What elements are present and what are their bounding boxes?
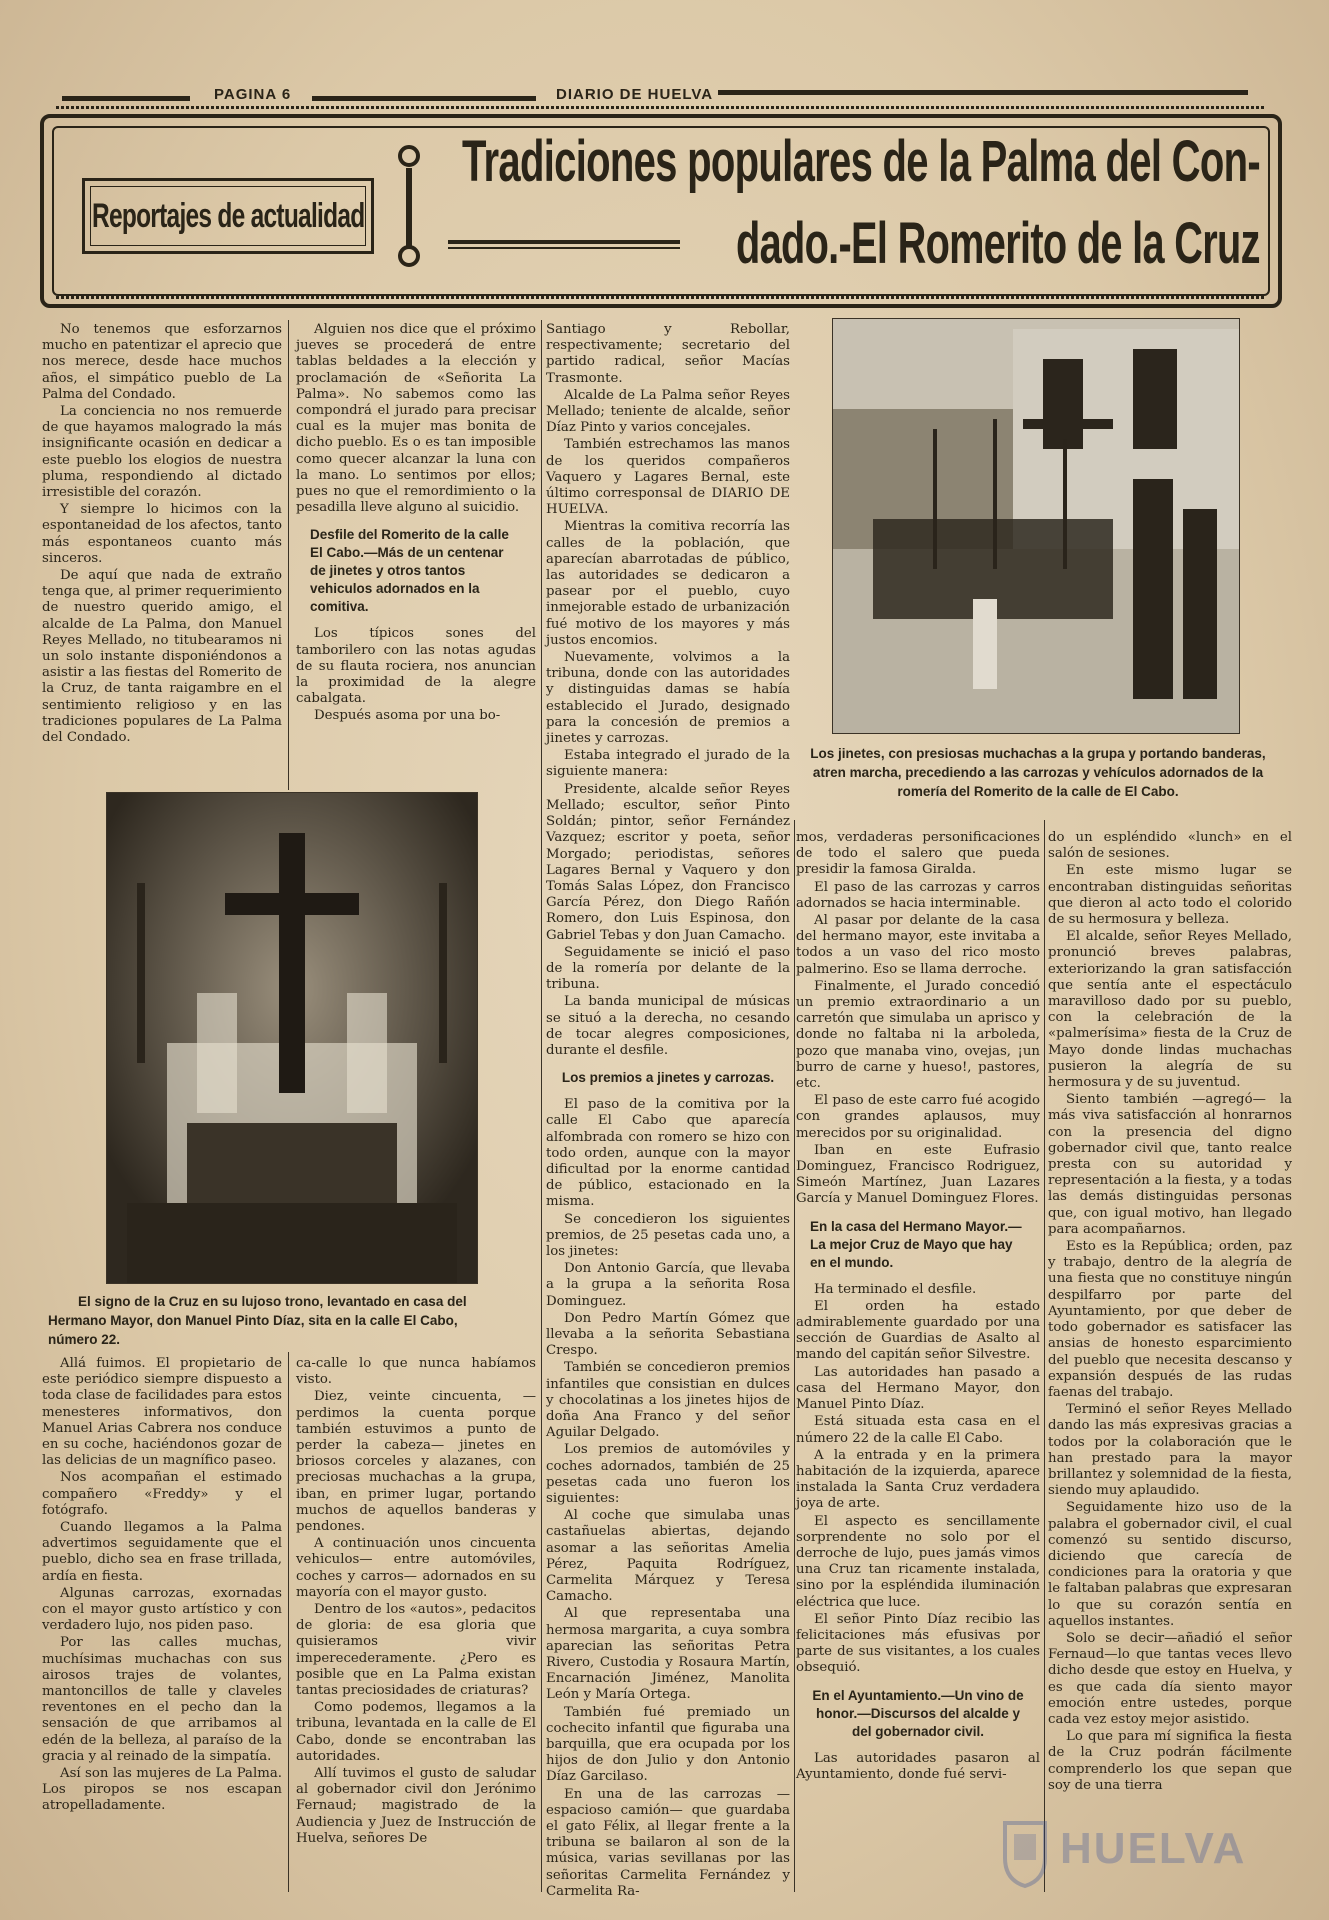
paragraph: A la entrada y en la primera habitación de la izquierda, aparece instalada la Santa Cruz verdadera joya de arte. [796,1447,1040,1512]
dashed-border-top [56,106,1266,109]
paragraph: Siento también —agregó— la más viva satisfacción al honrarnos con la presencia del digno gobernador civil que, tanto realce presta con su autoridad y representación a la fiesta, y a todas las demás distinguidas personas que, con igual motivo, han llegado para acompañarnos. [1048,1092,1292,1237]
paragraph: Cuando llegamos a la Palma advertimos seguidamente que el pueblo, dicho sea en frase trillada, ardía en fiesta. [42,1520,282,1584]
paragraph: mos, verdaderas personificaciones de todo el salero que pueda presidir la famosa Giralda. [796,830,1040,878]
paragraph: Finalmente, el Jurado concedió un premio extraordinario a un carretón que simulaba un aprisco y donde no faltaba ni la arboleda, pozo que manaba vino, ovejas, ¡un burro de carne y hueso!, pastores, etc. [796,978,1040,1092]
paragraph: El paso de las carrozas y carros adornados se hacia interminable. [796,879,1040,911]
watermark-text: HUELVA [1060,1824,1247,1873]
photo-cross-altar-caption: El signo de la Cruz en su lujoso trono, levantado en casa del Hermano Mayor, don Manuel Pinto Díaz, sita en la calle El Cabo, número 22. [48,1294,467,1347]
paragraph: Algunas carrozas, exornadas con el mayor gusto artístico y con verdadero lujo, nos piden paso. [42,1585,282,1634]
paragraph: Diez, veinte cincuenta, —perdimos la cuenta porque también estuvimos a punto de perder la cabeza— jinetes en briosos corceles y alazanes, con preciosas muchachas a la grupa, iban, en primer lugar, portando muchos de aquellos banderas y pendones. [296,1389,536,1535]
headline-line-1: Tradiciones populares de la Palma del Con- [462,129,1260,194]
paragraph: Presidente, alcalde señor Reyes Mellado; escultor, señor Pinto Soldán; pintor, señor Fernández Vazquez; escritor y poeta, señor Morgado; periodistas, señores Lagares Bernal y Vaquero y don Tomás Salas López, don Francisco García Pérez, don Diego Rañón Romero, don Luis Espinosa, don Gabriel Tebas y don Juan Camacho. [546,781,790,943]
paragraph: Los premios de automóviles y coches adornados, también de 25 pesetas cada uno fueron los siguientes: [546,1442,790,1507]
paragraph: La banda municipal de músicas se situó a la derecha, no cesando de tocar alegres composiciones, durante el desfile. [546,994,790,1058]
paragraph: Allá fuimos. El propietario de este periódico siempre dispuesto a toda clase de facilidades para estos menesteres informativos, don Manuel Arias Cabrera nos conduce en su coche, haciéndonos gozar de las delicias de un magnífico paseo. [42,1356,282,1469]
paragraph: Como podemos, llegamos a la tribuna, levantada en la calle de El Cabo, donde se encontraban las autoridades. [296,1700,536,1764]
paragraph: Allí tuvimos el gusto de saludar al gobernador civil don Jerónimo Fernaud; magistrado de la Audiencia y Juez de Instrucción de Huelva, señores De [296,1766,536,1846]
headline-rule [448,240,680,244]
subheading: Desfile del Romerito de la calle El Cabo.—Más de un centenar de jinetes y otros tantos vehiculos adornados en la comitiva. [310,527,509,615]
paragraph: A continuación unos cincuenta vehiculos— entre automóviles, coches y carros— adornados en su mayoría con el mayor gusto. [296,1536,536,1600]
paragraph: Los típicos sones del tamborilero con las notas agudas de su flauta rociera, nos anuncian la proximidad de la alegre cabalgata. [296,626,536,707]
paragraph: La conciencia no nos remuerde de que hayamos malogrado la más insignificante ocasión en dedicar a este pueblo los elogios de nuestra pluma, respondiendo al dictado irresistible del corazón. [42,404,282,501]
paragraph: Iban en este Eufrasio Dominguez, Francisco Rodriguez, Simeón Martínez, Juan Lazares García y Manuel Dominguez Flores. [796,1142,1040,1207]
article-column-2-bottom [296,1356,536,1888]
paragraph: Al pasar por delante de la casa del hermano mayor, este invitaba a todos a un vaso del rico mosto palmerino. Eso se llama derroche. [796,913,1040,977]
headline-line-2: dado.-El Romerito de la Cruz [736,211,1260,276]
paragraph: Nos acompañan el estimado compañero «Freddy» y el fotógrafo. [42,1470,282,1518]
subheading: Los premios a jinetes y carrozas. [561,1070,775,1086]
section-label-box [82,178,374,254]
paragraph: Dentro de los «autos», pedacitos de gloria: de esa gloria que quisieramos vivir imperecederamente. ¿Pero es posible que en La Palma existan tantas preciosidades de criaturas? [296,1602,536,1699]
paragraph: Está situada esta casa en el número 22 de la calle El Cabo. [796,1414,1040,1446]
photo-riders-caption: Los jinetes, con presiosas muchachas a la grupa y portando banderas, atren marcha, precediendo a las carrozas y vehículos adornados de la romería del Romerito de la calle de El Cabo. [810,746,1266,799]
article-column-3 [546,322,790,1899]
paragraph: De aquí que nada de extraño tenga que, al primer requerimiento de nuestro querido amigo, el alcalde de La Palma, don Manuel Reyes Mellado, no titubearamos ni un solo instante disponiéndonos a asistir a las fiestas del Romerito de la Cruz, de tanta raigambre en el sentimiento religioso y en las tradiciones populares de La Palma del Condado. [42,568,282,746]
paragraph: Y siempre lo hicimos con la espontaneidad de los afectos, tanto más espontaneos cuanto más sinceros. [42,502,282,566]
ornament-icon [394,144,424,270]
photo-cross-altar [106,792,478,1284]
column-rule [541,320,542,1892]
paragraph: Después asoma por una bo- [314,708,501,724]
paragraph: Al coche que simulaba unas castañuelas abiertas, dejando asomar a las señoritas Amelia Pérez, Paquita Rodríguez, Carmelita Márquez y Teresa Camacho. [546,1508,790,1605]
article-column-1-top [42,322,282,780]
paragraph: El alcalde, señor Reyes Mellado, pronunció breves palabras, exteriorizando la gran satisfacción que sentía ante el espectáculo maravilloso dado por su pueblo, con la celebración de la «palmerísima» fiesta de la Cruz de Mayo donde lindas muchachas pusieron la alegría de su hermosura y de su juventud. [1048,929,1292,1091]
paragraph: ca-calle lo que nunca habíamos visto. [296,1356,536,1388]
paragraph: Se concedieron los siguientes premios, de 25 pesetas cada uno, a los jinetes: [546,1211,790,1259]
paragraph: También se concedieron premios infantiles que consistian en dulces y chocolatinas a los jinetes hijos de doña Ana Franco y del señor Aguilar Delgado. [546,1360,790,1441]
headline-frame [40,114,1282,308]
paragraph: Las autoridades pasaron al Ayuntamiento, donde fué servi- [796,1750,1040,1782]
paragraph: Mientras la comitiva recorría las calles de la población, que aparecían abarrotadas de público, las autoridades se dedicaron a pasear por el pueblo, cuyo inmejorable estado de urbanización fué motivo de los mayores y más justos encomios. [546,519,790,648]
section-label-box-inner [90,186,366,246]
paragraph: Por las calles muchas, muchísimas muchachas con sus airosos trajes de volantes, mantoncillos de talle y claveles reventones en el pecho dan la sensación de que arribamos al edén de la belleza, al paraíso de la gracia y al reinado de la simpatía. [42,1635,282,1764]
photo-riders-image [833,319,1239,733]
paragraph: Al que representaba una hermosa margarita, a cuya sombra aparecian las señoritas Petra Rivero, Custodia y Rosaura Martín, Encarnación Jiménez, Manolita León y María Ortega. [546,1606,790,1703]
article-column-2-top [296,322,536,788]
column-rule [288,320,289,790]
paragraph: Santiago y Rebollar, respectivamente; secretario del partido radical, señor Macías Trasmonte. [546,322,790,386]
paragraph: El paso de este carro fué acogido con grandes aplausos, muy merecidos por su originalidad. [796,1093,1040,1141]
paragraph: Nuevamente, volvimos a la tribuna, donde con las autoridades y distinguidas damas se había establecido el Jurado, designado para la concesión de premios a jinetes y carrozas. [546,650,790,747]
paragraph: Ha terminado el desfile. [814,1281,977,1297]
paragraph: Las autoridades han pasado a casa del Hermano Mayor, don Manuel Pinto Díaz. [796,1364,1040,1413]
column-rule [288,1352,289,1892]
paragraph: Estaba integrado el jurado de la siguiente manera: [546,748,790,780]
paragraph: El paso de la comitiva por la calle El Cabo que aparecía alfombrada con romero se hizo con todo orden, aunque con la mayor dificultad por la enorme cantidad de público, estacionado en la misma. [546,1097,790,1210]
paragraph: El aspecto es sencillamente sorprendente no solo por el derroche de lujo, pues jamás vimos una Cruz tan ricamente instalada, sino por la espléndida iluminación eléctrica que luce. [796,1513,1040,1610]
paragraph: Don Pedro Martín Gómez que llevaba a la señorita Sebastiana Crespo. [546,1310,790,1359]
running-head-rule-middle [312,96,536,101]
paragraph: Alcalde de La Palma señor Reyes Mellado; teniente de alcalde, señor Díaz Pinto y varios concejales. [546,387,790,436]
article-column-1-bottom [42,1356,282,1888]
paragraph: En una de las carrozas —espacioso camión— que guardaba el gato Félix, al llegar frente a la tribuna se bailaron al son de la música, varias sevillanas por las señoritas Carmelita Fernández y Carmelita Ra- [546,1786,790,1899]
paragraph: En este mismo lugar se encontraban distinguidas señoritas que dieron al acto todo el colorido de su hermosura y belleza. [1048,863,1292,928]
paragraph: También fué premiado un cochecito infantil que figuraba una barquilla, que era ocupada por los hijos de don Julio y don Antonio Díaz Garcilaso. [546,1704,790,1785]
paragraph: También estrechamos las manos de los queridos compañeros Vaquero y Lagares Bernal, este último corresponsal de DIARIO DE HUELVA. [546,437,790,518]
paragraph: Seguidamente hizo uso de la palabra el gobernador civil, el cual comenzó su sentido discurso, diciendo que carecía de condiciones para la oratoria y que le faltaban palabras que expresaran lo que su corazón sentía en aquellos instantes. [1048,1500,1292,1629]
column-rule [794,820,795,1892]
paragraph: Alguien nos dice que el próximo jueves se procederá de entre tablas beldades a la elección y proclamación de «Señorita La Palma». No sabemos como las compondrá el jurado para precisar cual es la mujer mas bonita de dicho pueblo. Es o es tan imposible como quecer alcanzar la luna con la mano. Lo sentimos por ellos; pues no que el remordimiento o la pesadilla lleve alguno al suicidio. [296,322,536,516]
section-label: Reportajes de actualidad [91,196,365,235]
paragraph: Terminó el señor Reyes Mellado dando las más expresivas gracias a todos por la colaboración que le han prestado para la mayor brillantez y solemnidad de la fiesta, siendo muy aplaudido. [1048,1402,1292,1499]
paragraph: Solo se decir—añadió el señor Fernaud—lo que tantas veces llevo dicho desde que estoy en Huelva, y es que cada día siento mayor emoción entre ustedes, porque cada vez estoy mejor asistido. [1048,1630,1292,1727]
paragraph: Esto es la República; orden, paz y trabajo, dentro de la alegría de una fiesta que no constituye ningún despilfarro por parte del Ayuntamiento, por que deber de todo gobernador es satisfacer las ansias de honesto esparcimiento del pueblo que necesita descanso y expansión después de las rudas faenas del trabajo. [1048,1239,1292,1400]
article-column-5 [1048,830,1292,1888]
archive-watermark [1000,1818,1300,1898]
page-number: PAGINA 6 [214,86,292,103]
subheading: En la casa del Hermano Mayor.—La mejor Cruz de Mayo que hay en el mundo. [810,1218,1022,1270]
photo-riders [832,318,1240,734]
article-column-4 [796,830,1040,1888]
paragraph: El orden ha estado admirablemente guardado por una sección de Guardias de Asalto al mando del capitán señor Silvestre. [796,1298,1040,1363]
photo-cross-altar-image [107,793,477,1283]
paragraph: do un espléndido «lunch» en el salón de sesiones. [1048,830,1292,862]
dashed-border-bottom [56,296,1266,299]
paragraph: No tenemos que esforzarnos mucho en patentizar el aprecio que nos merece, desde hace muchos años, el simpático pueblo de La Palma del Condado. [42,322,282,402]
paragraph: Seguidamente se inició el paso de la romería por delante de la tribuna. [546,944,790,993]
running-head-rule-right [718,90,1248,95]
subheading: En el Ayuntamiento.—Un vino de honor.—Discursos del alcalde y del gobernador civil. [812,1687,1024,1739]
headline-rule-thin [448,247,680,249]
paragraph: Lo que para mí significa la fiesta de la Cruz podrán fácilmente comprenderlo los que sepan que soy de una tierra [1048,1729,1292,1793]
paper-name: DIARIO DE HUELVA [556,86,714,103]
paragraph: El señor Pinto Díaz recibio las felicitaciones más efusivas por parte de sus visitantes, a los cuales obsequió. [796,1611,1040,1676]
paragraph: Así son las mujeres de La Palma. Los piropos se nos escapan atropelladamente. [42,1766,282,1814]
paragraph: Don Antonio García, que llevaba a la grupa a la señorita Rosa Dominguez. [546,1261,790,1309]
coat-of-arms-icon [1000,1818,1050,1888]
running-head-rule-left [62,96,190,101]
column-rule [1044,820,1045,1892]
